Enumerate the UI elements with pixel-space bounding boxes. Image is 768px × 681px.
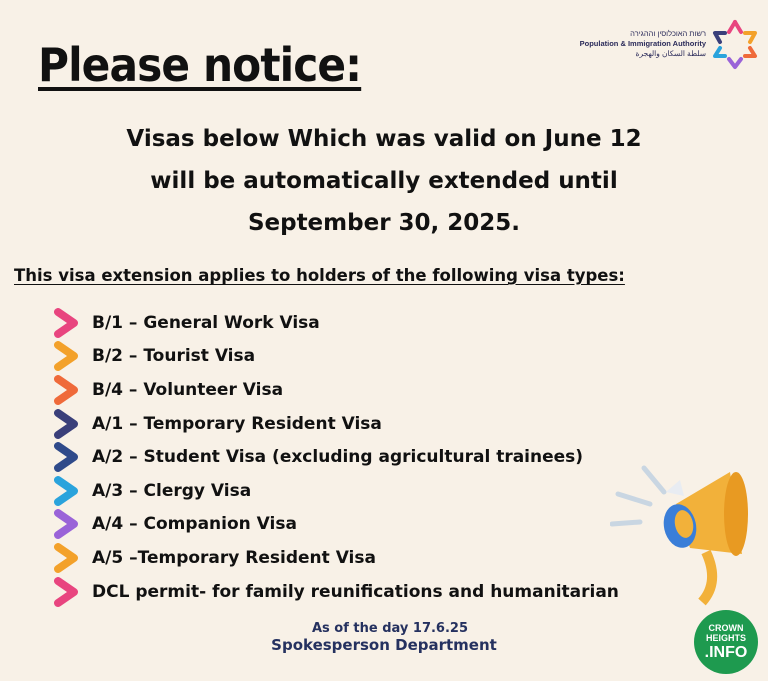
chevron-right-icon	[50, 476, 84, 506]
chevron-right-icon	[50, 577, 84, 607]
headline-line-3: September 30, 2025.	[247, 210, 521, 236]
authority-name-hebrew: רשות האוכלוסין וההגירה	[630, 29, 706, 38]
visa-list-item	[50, 407, 619, 441]
visa-types-heading: This visa extension applies to holders of the following visa types:	[14, 266, 625, 285]
chevron-right-icon	[50, 543, 84, 573]
visa-list-item	[50, 474, 619, 508]
headline-line-1: Visas below Which was valid on June 12	[126, 126, 642, 152]
visa-label: A/4 – Companion Visa	[92, 514, 297, 535]
visa-label: A/1 – Temporary Resident Visa	[92, 413, 382, 434]
visa-list-item	[50, 541, 619, 575]
badge-line-2: HEIGHTS	[705, 632, 746, 643]
headline	[0, 118, 768, 244]
chevron-right-icon	[50, 375, 84, 405]
footer-department: Spokesperson Department	[271, 636, 497, 654]
authority-logo	[580, 18, 758, 70]
visa-list-item	[50, 340, 619, 374]
authority-name-english: Population & Immigration Authority	[579, 39, 706, 48]
visa-label: A/2 – Student Visa (excluding agricultural trainees)	[92, 447, 584, 468]
authority-name	[580, 29, 706, 59]
badge-line-1: CROWN	[708, 622, 744, 633]
visa-label: A/5 –Temporary Resident Visa	[92, 547, 376, 568]
chevron-right-icon	[50, 509, 84, 539]
visa-list-item	[50, 440, 619, 474]
visa-label: B/1 – General Work Visa	[92, 312, 320, 333]
chevron-right-icon	[50, 308, 84, 338]
visa-list	[50, 306, 619, 608]
visa-label: DCL permit- for family reunifications and humanitarian	[92, 581, 619, 602]
visa-label: B/4 – Volunteer Visa	[92, 379, 284, 400]
visa-list-item	[50, 508, 619, 542]
page-title: Please notice:	[38, 38, 362, 92]
chevron-right-icon	[50, 341, 84, 371]
star-logo-icon	[712, 18, 758, 70]
megaphone-icon	[610, 452, 760, 612]
visa-label: A/3 – Clergy Visa	[92, 480, 252, 501]
authority-name-arabic: سلطة السكان والهجرة	[635, 49, 706, 58]
visa-list-item	[50, 575, 619, 609]
badge-line-3: .INFO	[704, 643, 748, 661]
chevron-right-icon	[50, 409, 84, 439]
crownheights-badge	[694, 610, 758, 674]
headline-line-2: will be automatically extended until	[150, 168, 618, 194]
footer-date: As of the day 17.6.25	[311, 621, 469, 636]
chevron-right-icon	[50, 442, 84, 472]
visa-label: B/2 – Tourist Visa	[92, 346, 256, 367]
visa-list-item	[50, 373, 619, 407]
visa-list-item	[50, 306, 619, 340]
